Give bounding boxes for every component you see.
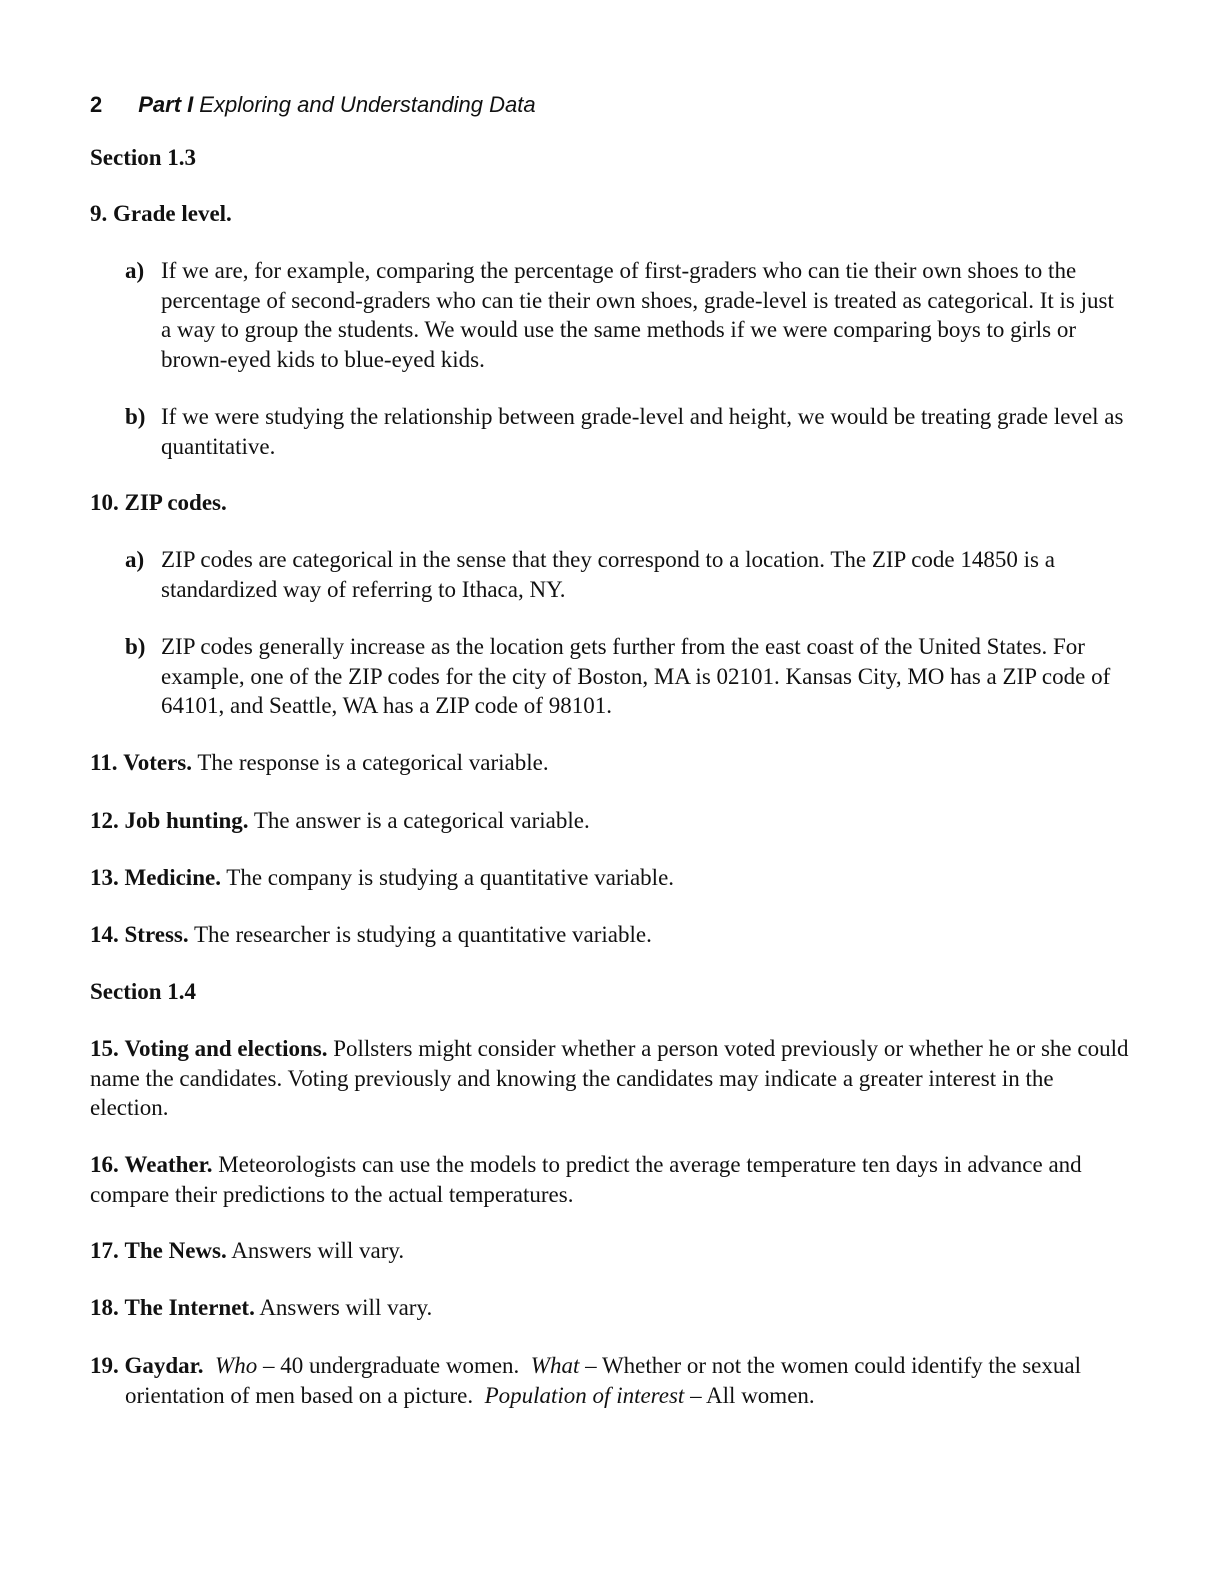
question-text: Meteorologists can use the models to predict the average temperature ten days in advance and compare their predictions to the actual temperatures. [90,1152,1082,1207]
question-text: Answers will vary. [231,1238,405,1263]
question-title: Gaydar. [124,1353,204,1378]
question-9-heading [90,199,1135,229]
question-number: 16. [90,1152,119,1177]
question-title: ZIP codes. [124,490,227,515]
question-title: Voting and elections. [124,1036,328,1061]
question-title: Voters. [123,750,193,775]
question-title: The Internet. [124,1295,255,1320]
part-label: a) [125,547,145,572]
question-10-part-a [125,545,1125,604]
question-text: Answers will vary. [259,1295,433,1320]
part-text: If we were studying the relationship between grade-level and height, we would be treating grade level as quantitative. [161,404,1124,459]
question-10-part-b [125,632,1125,721]
question-number: 13. [90,865,119,890]
question-number: 18. [90,1295,119,1320]
question-text: The researcher is studying a quantitative variable. [193,922,652,947]
part-label: a) [125,258,145,283]
question-19 [90,1351,1170,1410]
part-text: ZIP codes generally increase as the location gets further from the east coast of the United States. For example, one of the ZIP codes for the city of Boston, MA is 02101. Kansas City, MO has a ZIP code of 64101, and Seattle, WA has a ZIP code of 98101. [161,634,1111,718]
part-label: b) [125,404,146,429]
question-title: Medicine. [124,865,221,890]
question-text: The company is studying a quantitative variable. [226,865,675,890]
question-title: Stress. [124,922,189,947]
question-text: The answer is a categorical variable. [253,808,590,833]
who-label: Who [215,1353,258,1378]
question-11 [90,748,1135,778]
question-number: 14. [90,922,119,947]
question-number: 10. [90,490,119,515]
question-number: 15. [90,1036,119,1061]
question-text: The response is a categorical variable. [197,750,549,775]
question-title: Weather. [124,1152,213,1177]
question-number: 9. [90,201,108,226]
question-10-heading [90,488,1135,518]
question-9-part-a [125,256,1125,374]
question-14 [90,920,1135,950]
question-17 [90,1236,1135,1266]
part-label: b) [125,634,146,659]
population-label: Population of interest [484,1382,685,1408]
who-text: – 40 undergraduate women. [262,1353,520,1378]
part-text: If we are, for example, comparing the percentage of first-graders who can tie their own shoes to the percentage of second-graders who can tie their own shoes, grade-level is treated as categorical. It is just a way to group the students. We would use the same methods if we were comparing boys to girls or brown-eyed kids to blue-eyed kids. [161,258,1114,372]
question-number: 19. [90,1353,119,1378]
part-title: Exploring and Understanding Data [199,92,536,117]
question-number: 11. [90,750,118,775]
question-title: Job hunting. [124,808,249,833]
question-number: 12. [90,808,119,833]
page-number: 2 [90,92,103,117]
question-title: The News. [124,1238,227,1263]
question-16 [90,1150,1135,1209]
question-9-part-b [125,402,1125,461]
part-label: Part I [138,92,194,117]
question-number: 17. [90,1238,119,1263]
question-13 [90,863,1135,893]
question-text: Pollsters might consider whether a person voted previously or whether he or she could name the candidates. Voting previously and knowing the candidates may indicate a greater interest in the election. [90,1036,1129,1120]
running-header [90,90,536,120]
question-15 [90,1034,1135,1123]
what-label: What [530,1353,580,1378]
part-text: ZIP codes are categorical in the sense that they correspond to a location. The ZIP code 14850 is a standardized way of referring to Ithaca, NY. [161,547,1055,602]
question-12 [90,806,1135,836]
section-heading-1-4: Section 1.4 [90,979,197,1004]
section-heading-1-3: Section 1.3 [90,145,197,170]
question-title: Grade level. [113,201,232,226]
what-text: – Whether or not the women could identify the sexual orientation of men based on a picture. [125,1353,1081,1408]
question-18 [90,1293,1135,1323]
population-text: – All women. [690,1382,815,1408]
